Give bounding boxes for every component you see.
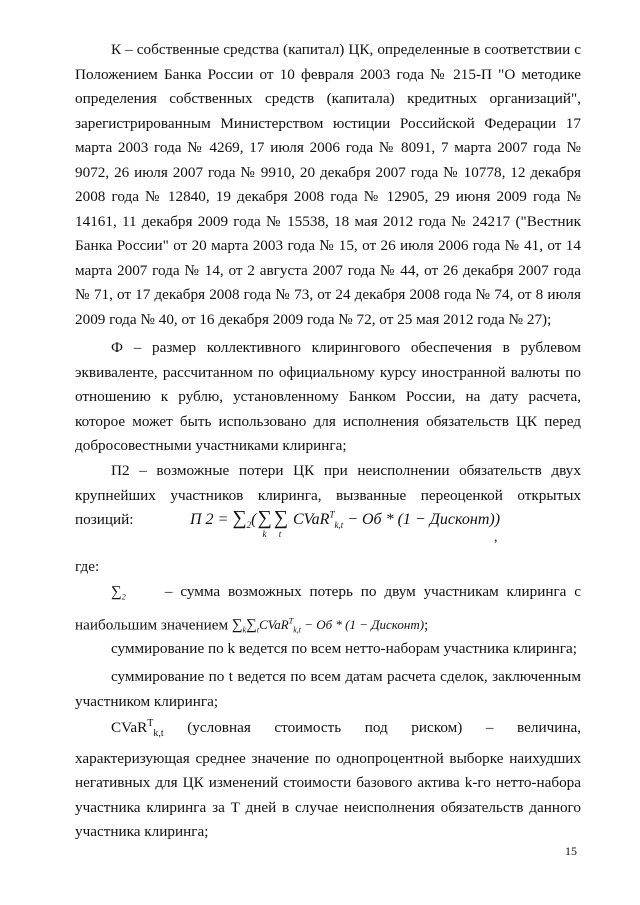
formula-eq: = — [213, 511, 233, 528]
paragraph-sum-t: суммирование по t ведется по всем датам расчета сделок, заключенным участником клиринга; — [75, 668, 581, 710]
formula-open-paren: ( — [251, 511, 257, 528]
cvar-term: CVaR — [111, 719, 148, 737]
formula-lhs: П 2 — [190, 511, 214, 528]
cvar-term-sup: T — [147, 718, 154, 729]
sigma2-symbol: $\sum_2$ — [111, 584, 126, 602]
cvar-text: (условная стоимость под риском) – величина, характеризующая среднее значение по однопроцентной выборке наихудших негативных для ЦК изменений стоимости базового актива k-го нетто-набора участника клиринга за T дней в случае неисполнения обязательств данного участника клиринга; — [75, 719, 581, 841]
paragraph-p2-definition: П2 – возможные потери ЦК при неисполнении обязательств двух крупнейших участников клиринга, вызванные переоценкой открытых позиций: — [75, 462, 581, 528]
sigma-symbol: ∑ — [232, 507, 247, 529]
formula-cvar-sup: T — [329, 509, 335, 520]
formula-rest: − Об * (1 − Дисконт)) — [343, 511, 501, 528]
formula-cvar-sub: k,t — [334, 520, 344, 531]
paragraph-f-definition: Ф – размер коллективного клирингового обеспечения в рублевом эквиваленте, рассчитанном по официальному курсу иностранной валюты по отношению к рублю, установленному Банком России, на дату расчета, которое может быть использовано для исполнения обязательств ЦК перед добросовестными участниками клиринга; — [75, 339, 581, 454]
sum-index-t: t — [278, 529, 282, 539]
formula-comma: , — [494, 530, 498, 545]
paragraph-cvar-definition — [75, 712, 581, 845]
sum-over-k: ∑ k — [257, 507, 272, 539]
formula-p2 — [190, 507, 501, 539]
paragraph-k-definition: К – собственные средства (капитал) ЦК, определенные в соответствии с Положением Банка России от 10 февраля 2003 года № 215-П "О методике определения собственных средств (капитала) кредитных организаций", зарегистрированным Министерством юстиции Российской Федерации 17 марта 2003 года № 4269, 17 июля 2006 года № 8091, 7 марта 2007 года № 9072, 26 июля 2007 года № 9910, 20 декабря 2007 года № 10778, 12 декабря 2008 года № 12840, 19 декабря 2008 года № 12905, 29 июня 2009 года № 14161, 11 декабря 2009 года № 15538, 18 мая 2012 года № 24217 ("Вестник Банка России" от 20 марта 2003 года № 15, от 26 июля 2006 года № 41, от 14 марта 2007 года № 14, от 2 августа 2007 года № 44, от 26 декабря 2007 года № 71, от 17 декабря 2008 года № 73, от 24 декабря 2008 года № 74, от 8 июля 2009 года № 40, от 16 декабря 2009 года № 72, от 25 мая 2012 года № 27); — [75, 41, 581, 328]
formula-cvar: CVaR — [292, 511, 330, 528]
sigma2-text: – сумма возможных потерь по двум участникам клиринга с наибольшим значением — [75, 583, 582, 634]
sum-index-k: k — [262, 529, 267, 539]
where-label: где: — [75, 558, 100, 575]
paragraph-sum-k: суммирование по k ведется по всем нетто-наборам участника клиринга; — [111, 640, 577, 657]
cvar-term-sub: k,t — [153, 728, 164, 740]
page-number: 15 — [565, 844, 577, 858]
sigma-subscript: 2 — [246, 520, 252, 531]
sigma2-end: ; — [424, 616, 429, 634]
paragraph-sigma2-definition — [75, 580, 581, 644]
sum-over-t: ∑ t — [273, 507, 288, 539]
sigma2-inline-formula: $\sum_k\sum_tCVaR^T_{k,t}$ − Об * (1 − Дисконт) — [231, 617, 425, 636]
